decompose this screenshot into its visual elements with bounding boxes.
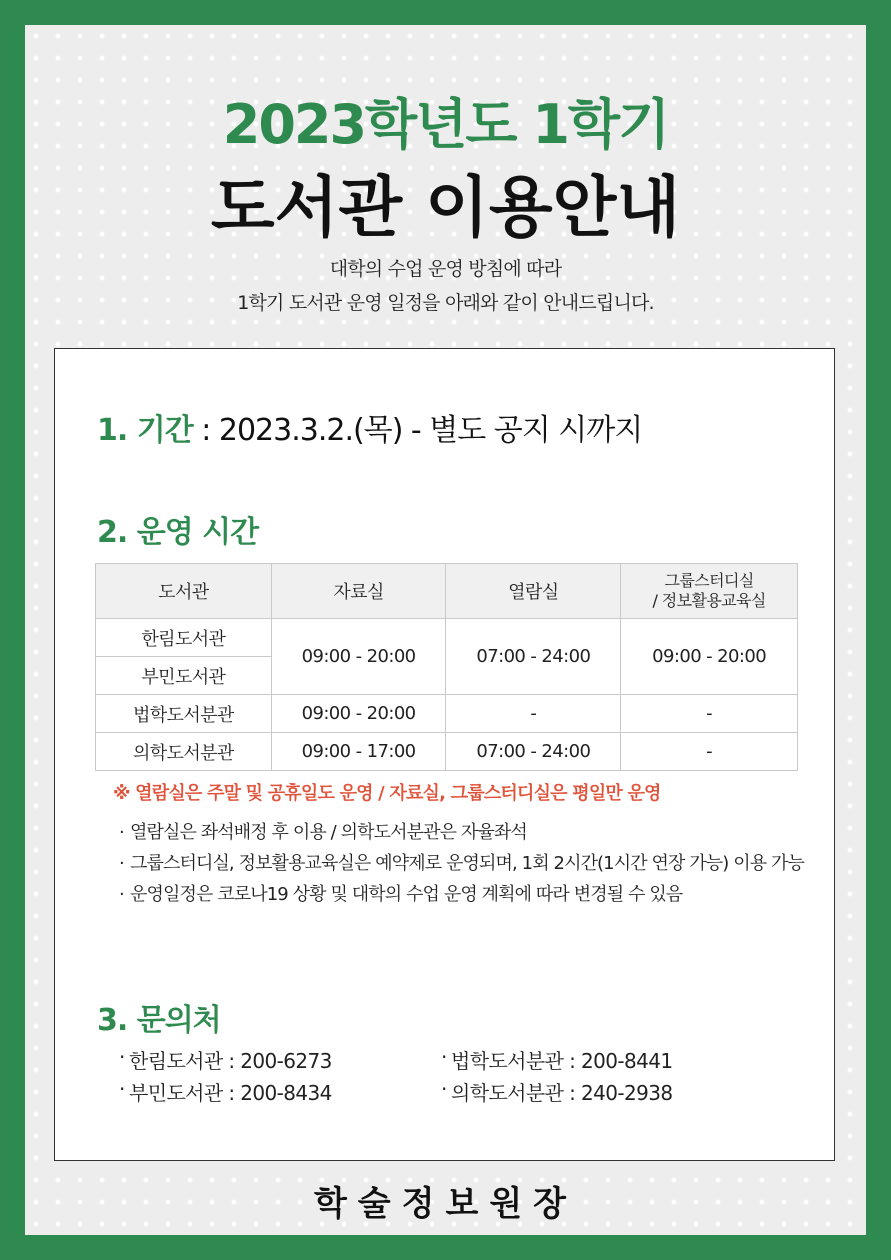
intro-text — [0, 252, 891, 320]
semester-heading: 2023학년도 1학기 — [222, 93, 669, 156]
period-value: 2023.3.2.(목) - 별도 공지 시까지 — [218, 413, 643, 448]
contact-medical: · 의학도서분관 : 240-2938 — [441, 1077, 672, 1106]
col-header-group-study-line1: 그룹스터디실 — [664, 571, 754, 590]
reading-hours: - — [446, 695, 621, 733]
contact-law: · 법학도서분관 : 200-8441 — [441, 1045, 672, 1074]
intro-line-1: 대학의 수업 운영 방침에 따라 — [329, 258, 562, 280]
period-label: 1. 기간 — [97, 413, 193, 448]
table-row — [96, 695, 798, 733]
reading-hours: 07:00 - 24:00 — [446, 619, 621, 695]
issuer-signature: 학술정보원장 — [313, 1184, 578, 1224]
group-study-hours: - — [621, 733, 798, 771]
list-item: · 열람실은 좌석배정 후 이용 / 의학도서분관은 자율좌석 — [119, 821, 809, 845]
material-hours: 09:00 - 17:00 — [271, 733, 446, 771]
weekend-notice: ※ 열람실은 주말 및 공휴일도 운영 / 자료실, 그룹스터디실은 평일만 운영 — [113, 783, 661, 804]
material-hours: 09:00 - 20:00 — [271, 619, 446, 695]
col-header-group-study-line2: / 정보활용교육실 — [652, 591, 766, 610]
col-header-library: 도서관 — [96, 564, 272, 619]
hours-section-title: 2. 운영 시간 — [97, 515, 259, 550]
contact-section-title: 3. 문의처 — [97, 1003, 221, 1038]
library-name: 의학도서분관 — [96, 733, 272, 771]
group-study-hours: 09:00 - 20:00 — [621, 619, 798, 695]
library-name: 법학도서분관 — [96, 695, 272, 733]
reading-hours: 07:00 - 24:00 — [446, 733, 621, 771]
col-header-material-room: 자료실 — [271, 564, 446, 619]
usage-notes — [119, 821, 809, 914]
col-header-reading-room: 열람실 — [446, 564, 621, 619]
list-item: · 그룹스터디실, 정보활용교육실은 예약제로 운영되며, 1회 2시간(1시간 연장 가능) 이용 가능 — [119, 852, 809, 876]
period-section — [97, 405, 642, 449]
library-name: 부민도서관 — [96, 657, 272, 695]
period-separator: : — [192, 413, 219, 448]
group-study-hours: - — [621, 695, 798, 733]
table-row — [96, 733, 798, 771]
list-item: · 운영일정은 코로나19 상황 및 대학의 수업 운영 계획에 따라 변경될 수 있음 — [119, 883, 809, 907]
info-card — [54, 348, 835, 1161]
material-hours: 09:00 - 20:00 — [271, 695, 446, 733]
intro-line-2: 1학기 도서관 운영 일정을 아래와 같이 안내드립니다. — [237, 292, 654, 314]
contact-bumin: · 부민도서관 : 200-8434 — [119, 1077, 332, 1106]
library-name: 한림도서관 — [96, 619, 272, 657]
hours-table — [95, 563, 798, 771]
table-row — [96, 619, 798, 657]
contact-hallym: · 한림도서관 : 200-6273 — [119, 1045, 332, 1074]
col-header-group-study — [621, 564, 798, 619]
page-title: 도서관 이용안내 — [210, 169, 681, 246]
table-header-row — [96, 564, 798, 619]
